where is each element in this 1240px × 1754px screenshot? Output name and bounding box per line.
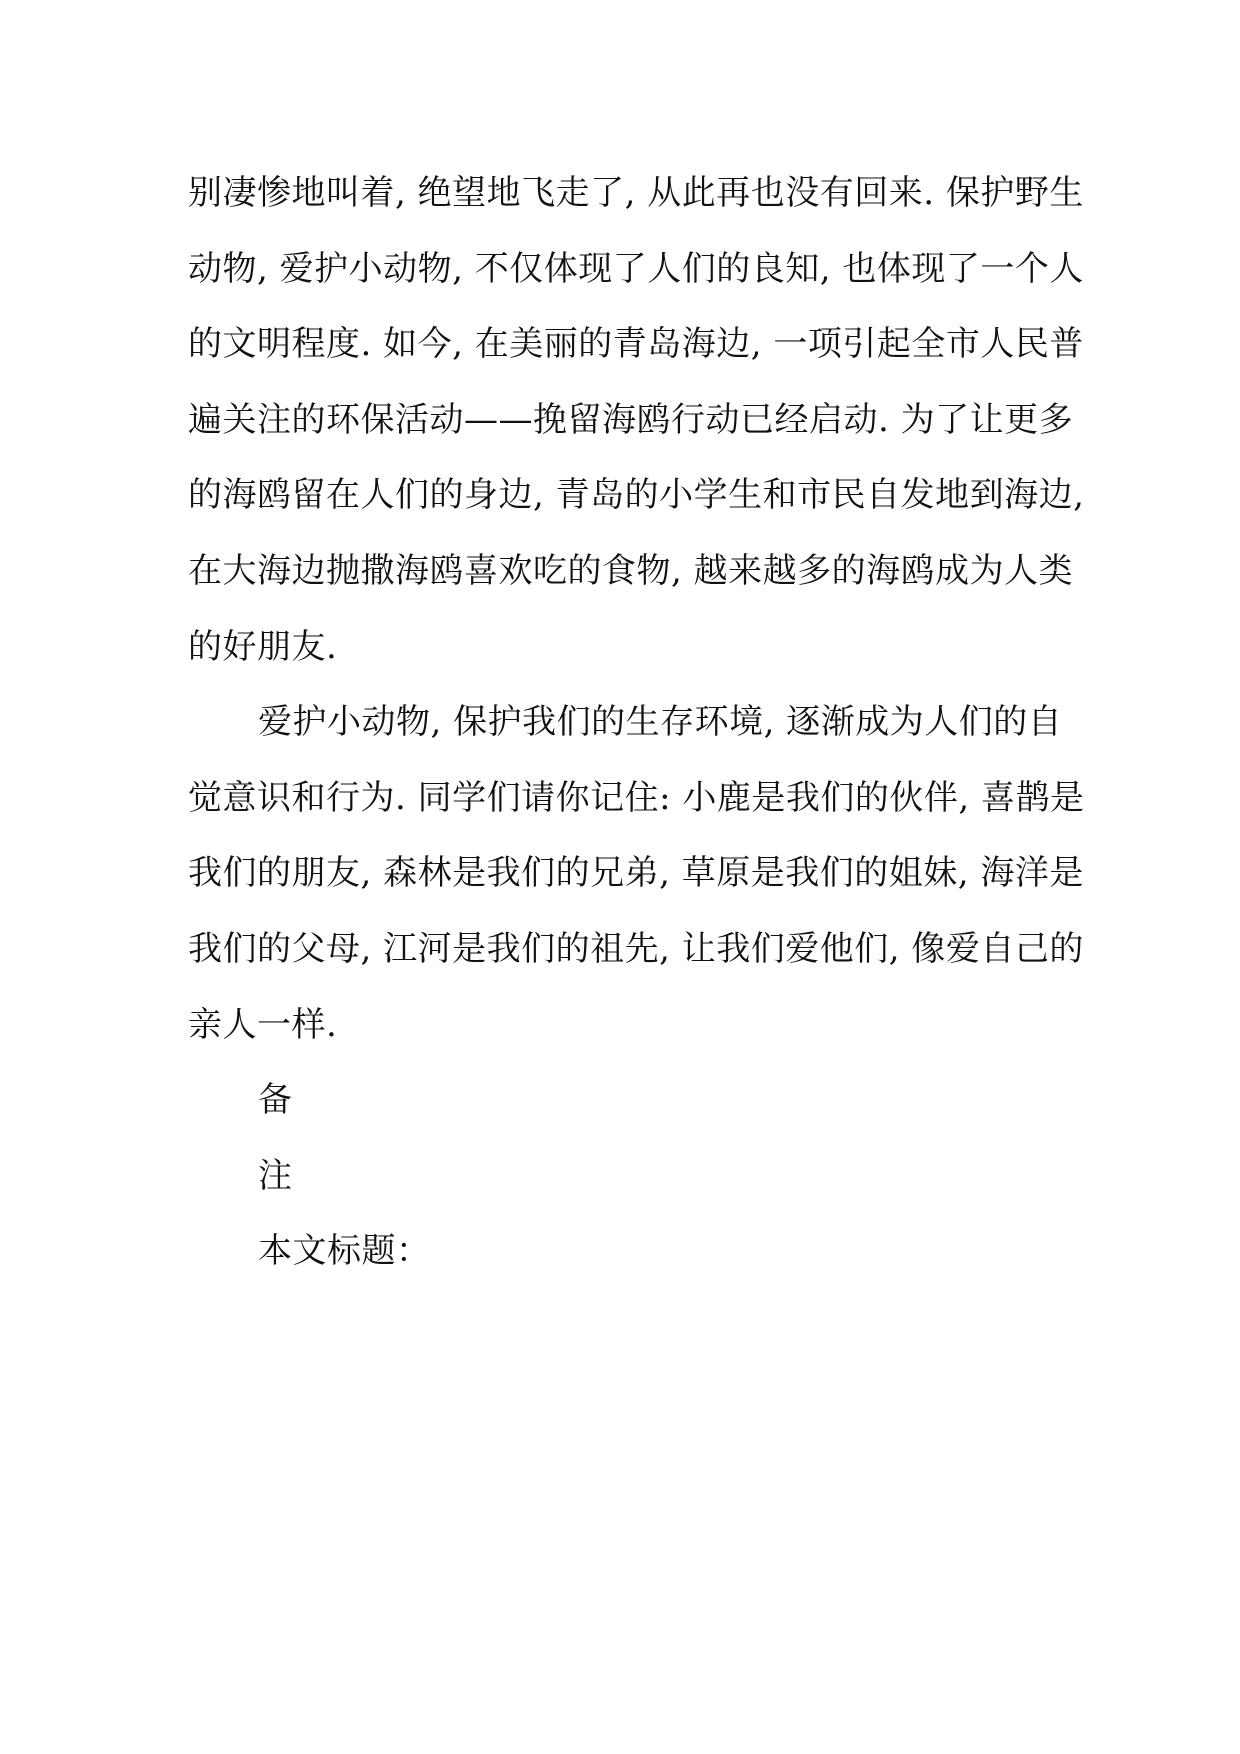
text-line: 的海鸥留在人们的身边, 青岛的小学生和市民自发地到海边,: [188, 475, 1085, 516]
text-line: 遍关注的环保活动——挽留海鸥行动已经启动. 为了让更多: [188, 399, 1074, 440]
note-char: 注: [258, 1155, 293, 1196]
text-line: 的文明程度. 如今, 在美丽的青岛海边, 一项引起全市人民普: [188, 324, 1084, 365]
text-line: 动物, 爱护小动物, 不仅体现了人们的良知, 也体现了一个人: [188, 248, 1084, 289]
text-line: 觉意识和行为. 同学们请你记住: 小鹿是我们的伙伴, 喜鹊是: [188, 777, 1085, 818]
text-line: 的好朋友.: [188, 626, 338, 667]
text-line: 在大海边抛撒海鸥喜欢吃的食物, 越来越多的海鸥成为人类: [188, 550, 1074, 591]
title-label: 本文标题：: [258, 1231, 431, 1272]
document-body: [188, 168, 1085, 1302]
note-char: 备: [258, 1080, 293, 1121]
text-line: 我们的朋友, 森林是我们的兄弟, 草原是我们的姐妹, 海洋是: [188, 853, 1084, 894]
text-line: 别凄惨地叫着, 绝望地飞走了, 从此再也没有回来. 保护野生: [188, 173, 1084, 213]
text-line: 亲人一样.: [188, 1004, 338, 1045]
text-line: 我们的父母, 江河是我们的祖先, 让我们爱他们, 像爱自己的: [188, 928, 1084, 969]
text-line: 爱护小动物, 保护我们的生存环境, 逐渐成为人们的自: [258, 702, 1063, 743]
